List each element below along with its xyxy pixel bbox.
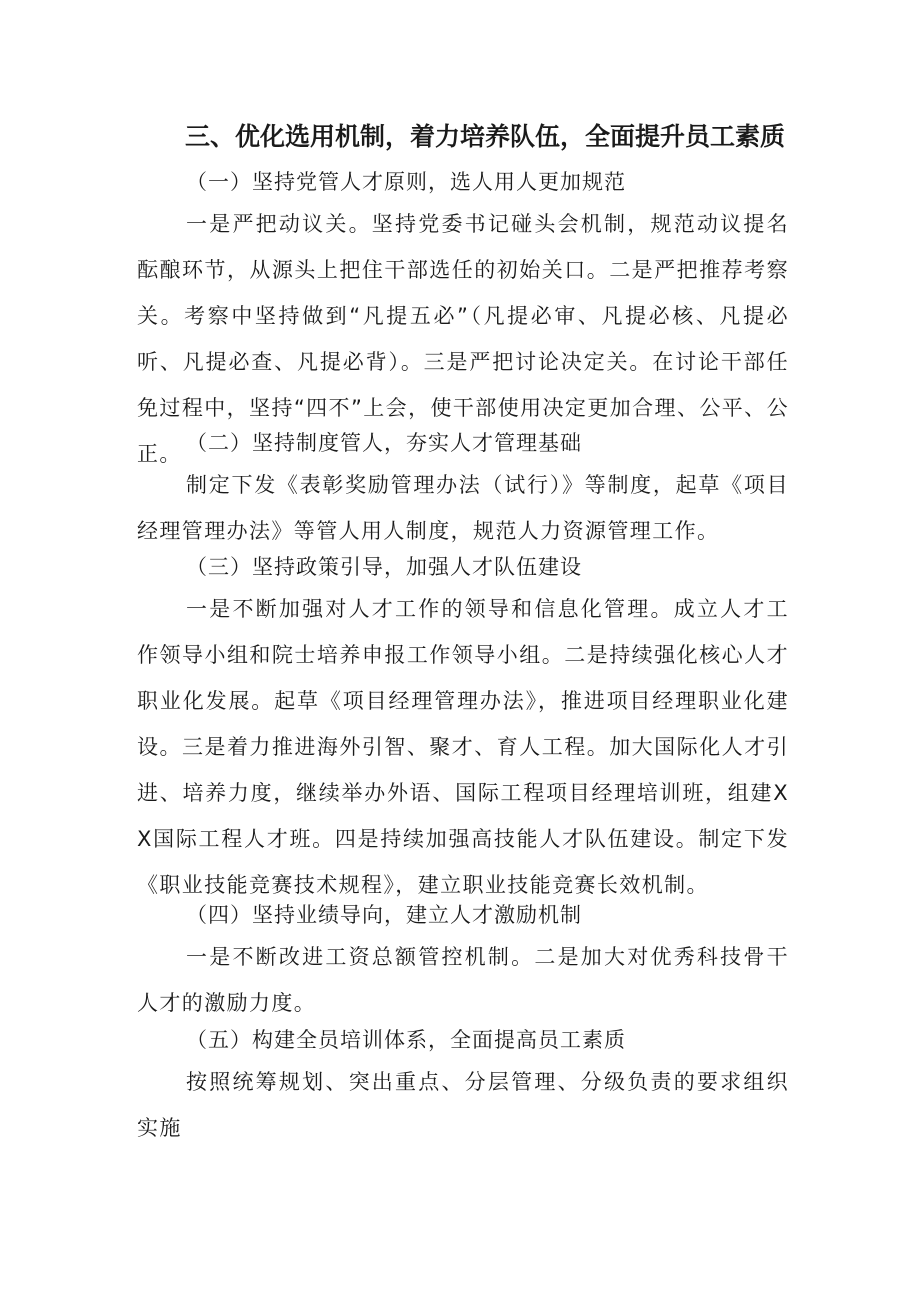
subsection-heading-3: （三）坚持政策引导，加强人才队伍建设 [186,555,582,579]
subsection-heading-2: （二）坚持制度管人，夯实人才管理基础 [186,431,582,455]
subsection-heading-5: （五）构建全员培训体系，全面提高员工素质 [186,1028,626,1052]
subsection-body-3: 一是不断加强对人才工作的领导和信息化管理。成立人才工作领导小组和院士培养申报工作领导小组。二是持续强化核心人才职业化发展。起草《项目经理管理办法》，推进项目经理职业化建设。三是着力推进海外引智、聚才、育人工程。加大国际化人才引进、培养力度，继续举办外语、国际工程项目经理培训班，组建XX国际工程人才班。四是持续加强高技能人才队伍建设。制定下发《职业技能竞赛技术规程》，建立职业技能竞赛长效机制。 [137,597,789,897]
subsection-body-5: 按照统筹规划、突出重点、分层管理、分级负责的要求组织实施 [137,1070,789,1140]
subsection-body-1: 一是严把动议关。坚持党委书记碰头会机制，规范动议提名酝酿环节，从源头上把住干部选任的初始关口。二是严把推荐考察关。考察中坚持做到“凡提五必”（凡提必审、凡提必核、凡提必听、凡提必查、凡提必背）。三是严把讨论决定关。在讨论干部任免过程中，坚持“四不”上会，使干部使用决定更加合理、公平、公正。 [137,212,789,466]
subsection-heading-4: （四）坚持业绩导向，建立人才激励机制 [186,903,582,927]
subsection-heading-1: （一）坚持党管人才原则，选人用人更加规范 [186,170,626,194]
subsection-body-4: 一是不断改进工资总额管控机制。二是加大对优秀科技骨干人才的激励力度。 [137,945,789,1015]
subsection-body-2: 制定下发《表彰奖励管理办法（试行）》等制度，起草《项目经理管理办法》等管人用人制度，规范人力资源管理工作。 [137,473,789,543]
section-title: 三、优化选用机制，着力培养队伍，全面提升员工素质 [185,122,786,151]
